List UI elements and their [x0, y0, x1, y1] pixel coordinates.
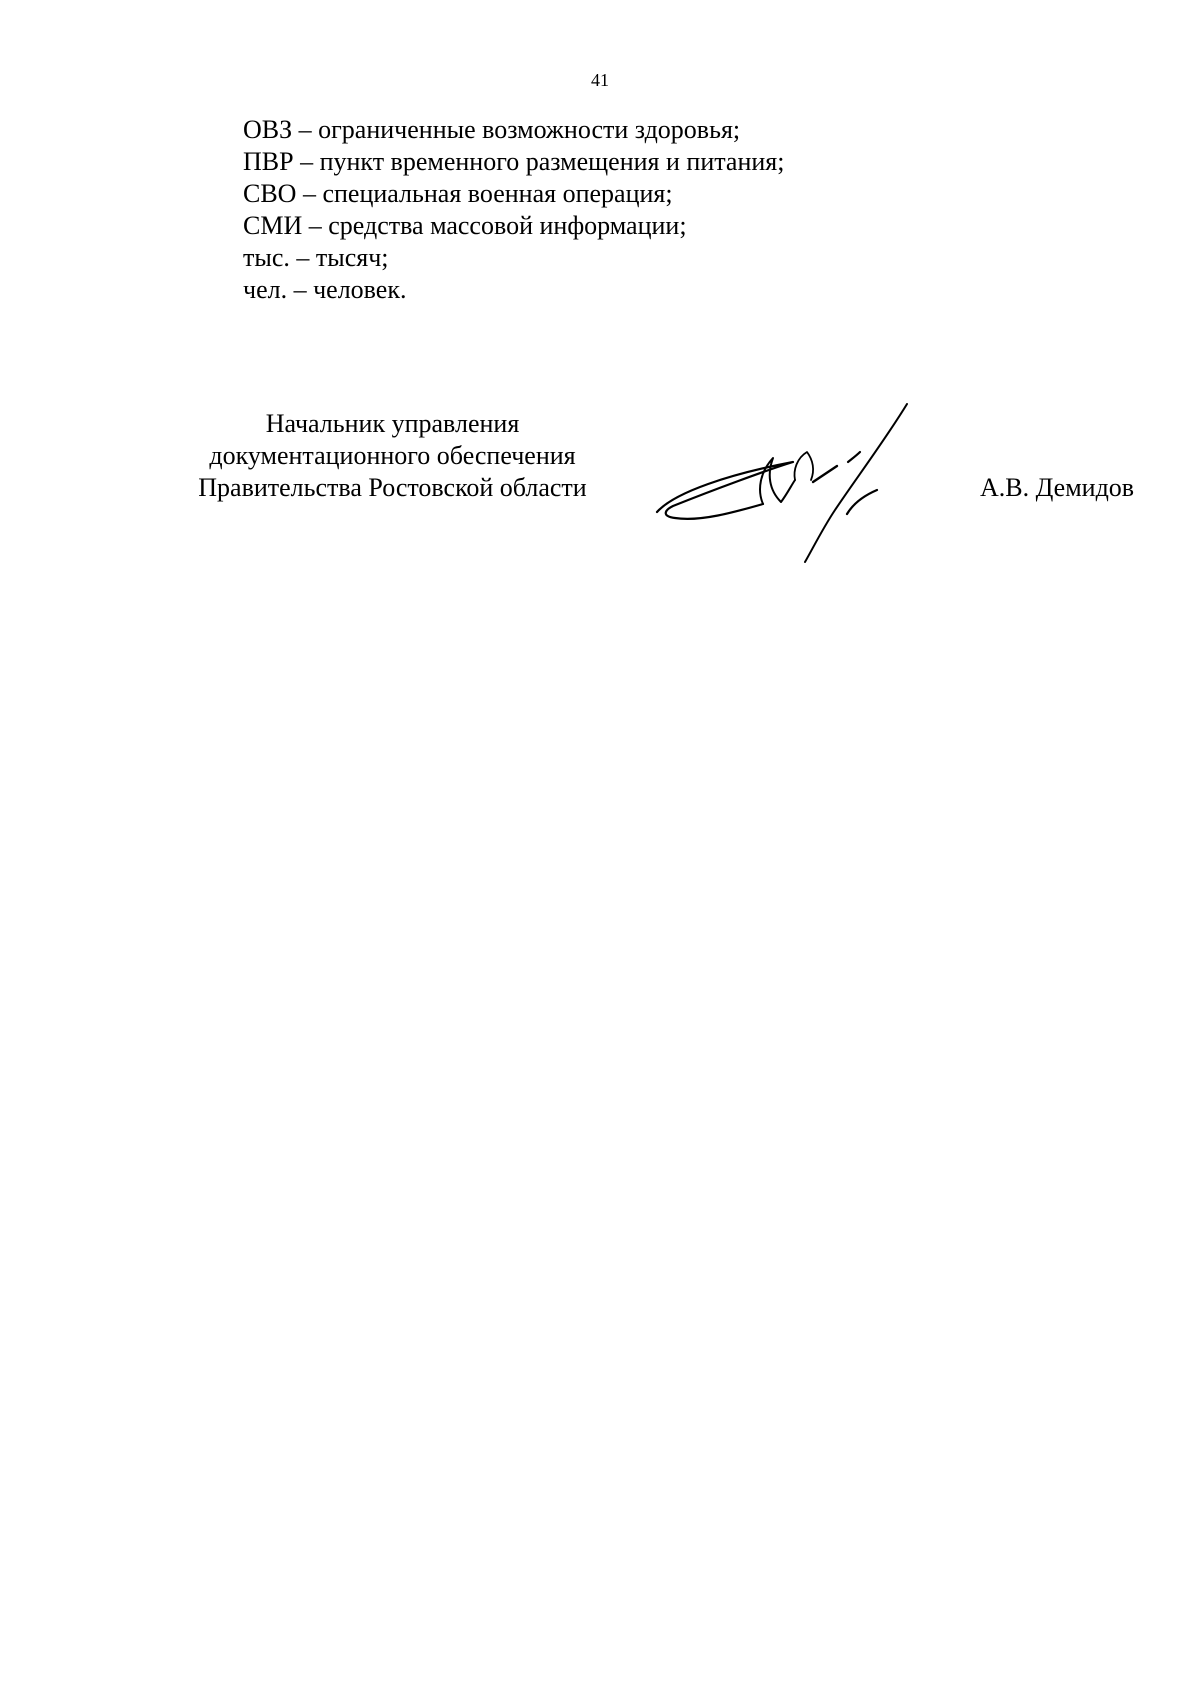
- abbreviation-list: [243, 114, 784, 306]
- abbreviation-item: тыс. – тысяч;: [243, 243, 389, 272]
- signatory-name: А.В. Демидов: [980, 473, 1135, 502]
- handwritten-signature-image: [645, 400, 945, 565]
- signatory-position-line: Правительства Ростовской области: [198, 473, 587, 502]
- abbreviation-item: чел. – человек.: [243, 275, 407, 304]
- page-number: 41: [591, 70, 609, 90]
- signatory-position-line: документационного обеспечения: [209, 441, 576, 470]
- signatory-position-line: Начальник управления: [265, 409, 520, 438]
- abbreviation-item: ОВЗ – ограниченные возможности здоровья;: [243, 115, 741, 144]
- abbreviation-item: СВО – специальная военная операция;: [243, 179, 673, 208]
- abbreviation-item: ПВР – пункт временного размещения и питания;: [243, 147, 785, 176]
- abbreviation-item: СМИ – средства массовой информации;: [243, 211, 687, 240]
- signatory-position: [160, 408, 625, 504]
